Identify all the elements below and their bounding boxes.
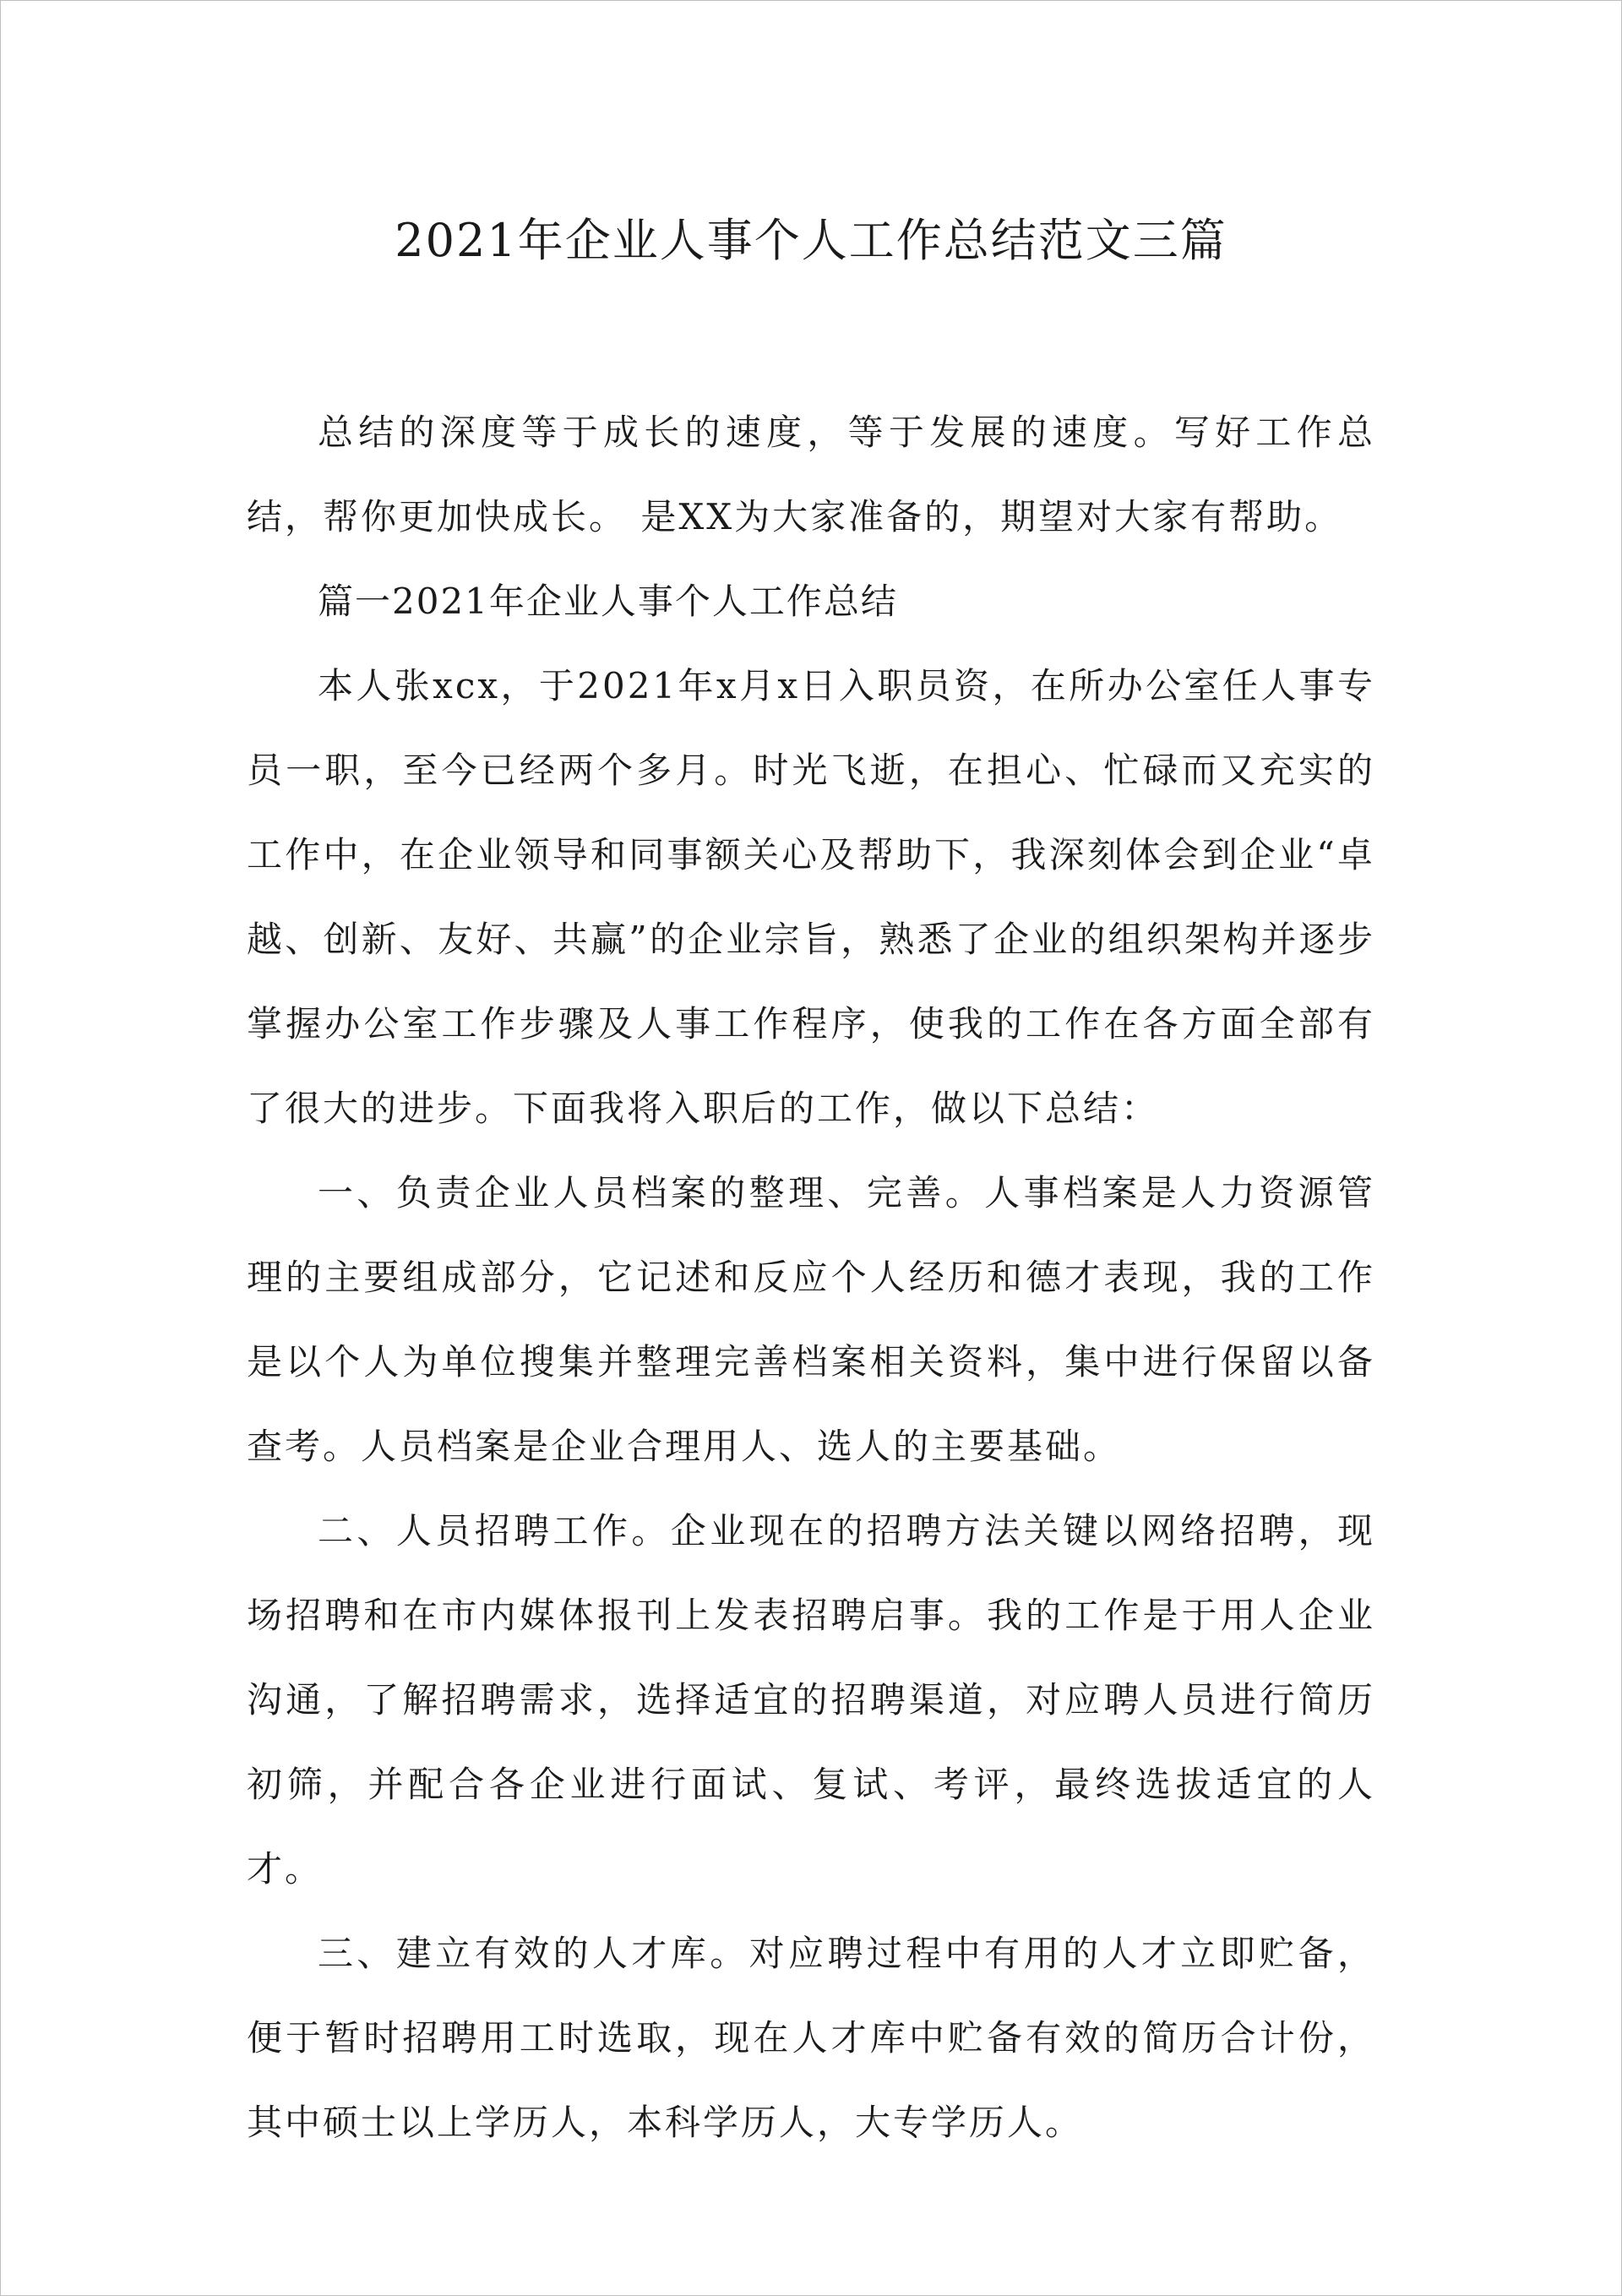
- document-body: [247, 390, 1375, 2165]
- section-heading: 篇一2021年企业人事个人工作总结: [318, 581, 898, 622]
- document-page: [247, 199, 1375, 2165]
- body-paragraph: 二、人员招聘工作。企业现在的招聘方法关键以网络招聘，现场招聘和在市内媒体报刊上发表招聘启事。我的工作是于用人企业沟通，了解招聘需求，选择适宜的招聘渠道，对应聘人员进行简历初筛，并配合各企业进行面试、复试、考评，最终选拔适宜的人才。: [247, 1510, 1375, 1890]
- document-title: 2021年企业人事个人工作总结范文三篇: [395, 214, 1227, 267]
- body-paragraph: 本人张xcx，于2021年x月x日入职员资，在所办公室任人事专员一职，至今已经两个多月。时光飞逝，在担心、忙碌而又充实的工作中，在企业领导和同事额关心及帮助下，我深刻体会到企业“卓越、创新、友好、共赢”的企业宗旨，熟悉了企业的组织架构并逐步掌握办公室工作步骤及人事工作程序，使我的工作在各方面全部有了很大的进步。下面我将入职后的工作，做以下总结：: [247, 665, 1375, 1129]
- intro-paragraph: 总结的深度等于成长的速度，等于发展的速度。写好工作总结，帮你更加快成长。 是XX为大家准备的，期望对大家有帮助。: [247, 412, 1375, 537]
- body-paragraph: 一、负责企业人员档案的整理、完善。人事档案是人力资源管理的主要组成部分，它记述和反应个人经历和德才表现，我的工作是以个人为单位搜集并整理完善档案相关资料，集中进行保留以备查考。人员档案是企业合理用人、选人的主要基础。: [247, 1172, 1375, 1467]
- body-paragraph: 三、建立有效的人才库。对应聘过程中有用的人才立即贮备，便于暂时招聘用工时选取，现在人才库中贮备有效的简历合计份，其中硕士以上学历人，本科学历人，大专学历人。: [247, 1933, 1375, 2143]
